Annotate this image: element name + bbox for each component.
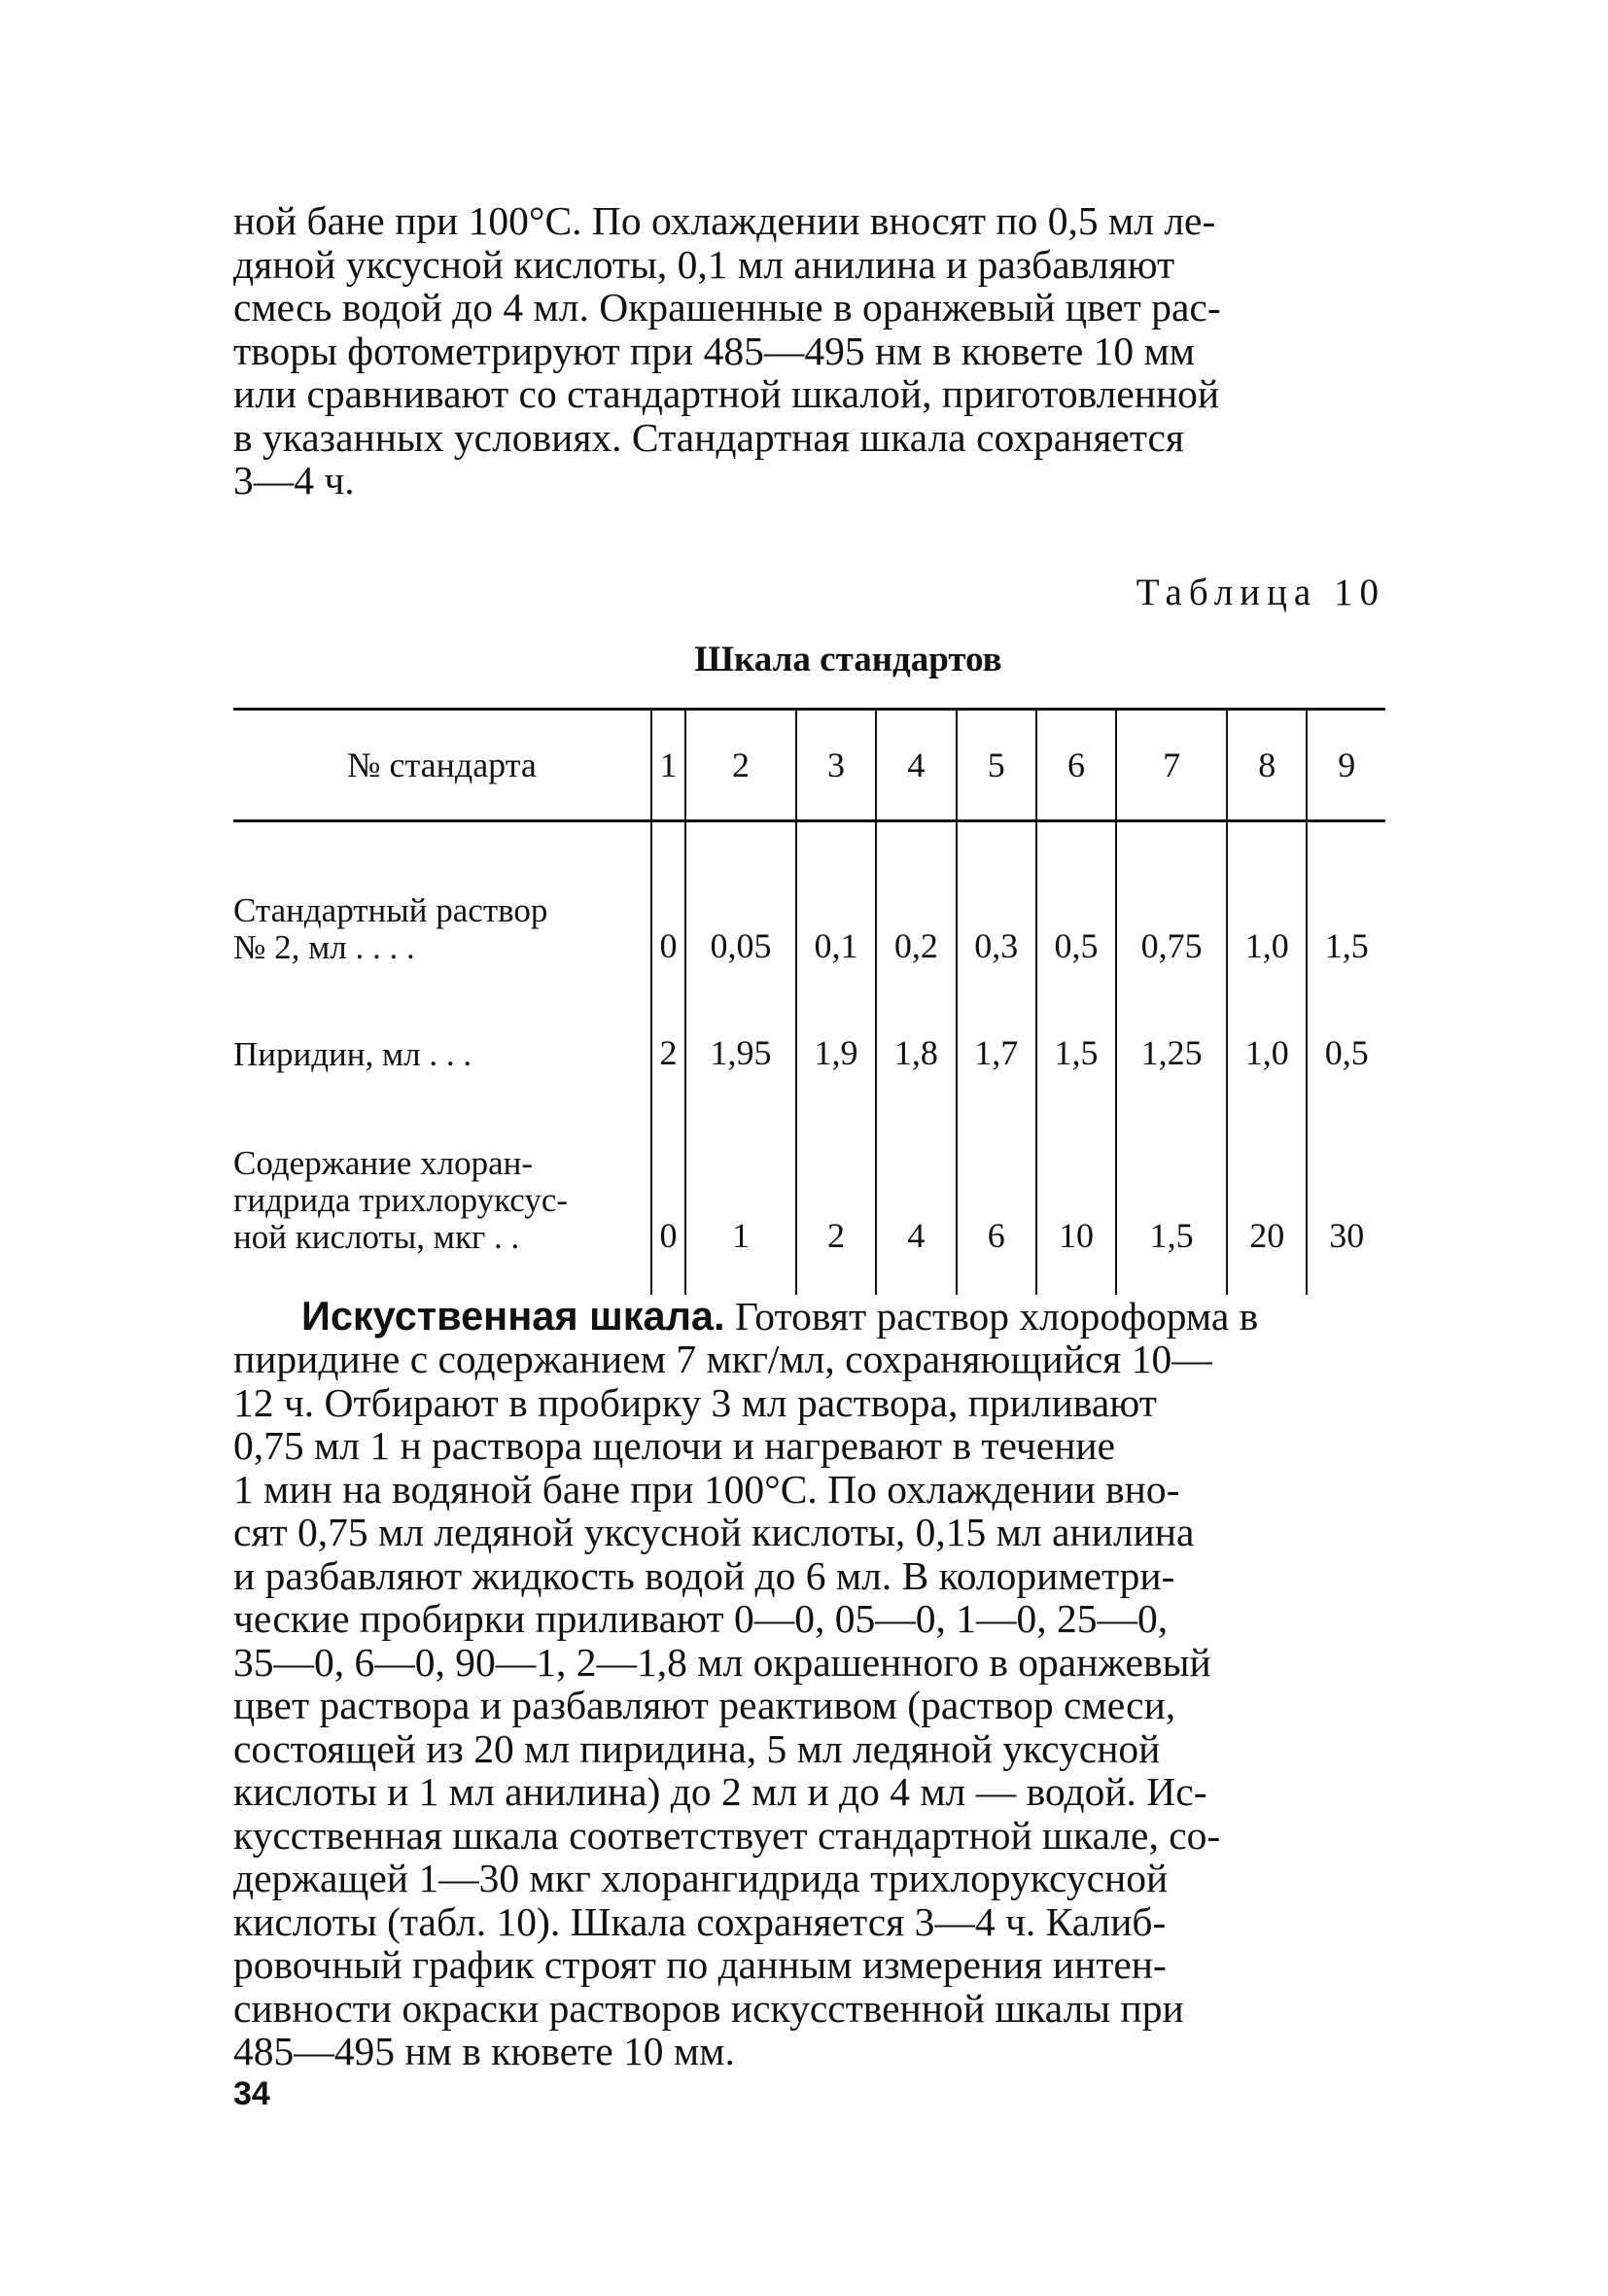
table-cell: 1,7: [957, 976, 1036, 1083]
text-fragment: Готовят раствор хлороформа в: [724, 1293, 1259, 1339]
text-line: 1 мин на водяной бане при 100°С. По охлаждении вно-: [233, 1466, 1180, 1512]
paragraph-artificial-scale: [233, 1292, 1385, 2073]
text-line: кислоты и 1 мл анилина) до 2 мл и до 4 мл — водой. Ис-: [233, 1769, 1207, 1814]
text-line: 12 ч. Отбирают в пробирку 3 мл раствора, приливают: [233, 1379, 1157, 1425]
text-line: смесь водой до 4 мл. Окрашенные в оранжевый цвет рас-: [233, 285, 1221, 330]
header-col: 9: [1307, 709, 1385, 820]
header-col: 8: [1227, 709, 1307, 820]
standards-table: [233, 708, 1385, 1295]
row-label-line: № 2, мл . . . .: [233, 927, 415, 966]
table-cell: 6: [957, 1083, 1036, 1295]
text-line: и разбавляют жидкость водой до 6 мл. В колориметри-: [233, 1552, 1175, 1598]
table-cell: 1: [685, 1083, 796, 1295]
table-cell: 1,0: [1227, 976, 1307, 1083]
table-cell: 1,5: [1116, 1083, 1227, 1295]
table-title: Шкала стандартов: [694, 639, 1002, 679]
text-line: творы фотометрируют при 485—495 нм в кювете 10 мм: [233, 328, 1196, 373]
table-cell: 0: [651, 1083, 685, 1295]
row-label-line: Пиридин, мл . . .: [233, 1034, 472, 1073]
text-line: ровочный график строят по данным измерения интен-: [233, 1942, 1167, 1987]
header-col: 2: [685, 709, 796, 820]
text-line: состоящей из 20 мл пиридина, 5 мл ледяной уксусной: [233, 1725, 1161, 1771]
text-line: сивности окраски растворов искусственной шкалы при: [233, 1985, 1184, 2031]
page-number: 34: [233, 2075, 270, 2112]
text-line: в указанных условиях. Стандартная шкала сохраняется: [233, 414, 1185, 460]
row-label: [233, 976, 651, 1083]
text-line: 0,75 мл 1 н раствора щелочи и нагревают в течение: [233, 1423, 1116, 1468]
text-line: ной бане при 100°С. По охлаждении вносят по 0,5 мл ле-: [233, 198, 1216, 243]
table-cell: 0,5: [1307, 976, 1385, 1083]
text-line: кусственная шкала соответствует стандартной шкале, со-: [233, 1812, 1221, 1858]
table-cell: 0,2: [876, 820, 956, 976]
row-label: [233, 820, 651, 976]
text-line: 35—0, 6—0, 90—1, 2—1,8 мл окрашенного в оранжевый: [233, 1639, 1211, 1685]
header-col: 7: [1116, 709, 1227, 820]
section-heading: Искуственная шкала.: [301, 1292, 725, 1339]
row-label-line: гидрида трихлоруксус-: [233, 1180, 569, 1219]
text-line: держащей 1—30 мкг хлорангидрида трихлоруксусной: [233, 1856, 1169, 1900]
header-col: 4: [876, 709, 956, 820]
header-standard-number: № стандарта: [233, 709, 651, 820]
page-body: [233, 199, 1385, 2073]
table-cell: 1,5: [1307, 820, 1385, 976]
paragraph-intro: [233, 199, 1385, 503]
row-label: [233, 1083, 651, 1295]
table-cell: 2: [796, 1083, 876, 1295]
table-cell: 0,3: [957, 820, 1036, 976]
table-cell: 10: [1036, 1083, 1116, 1295]
table-cell: 1,25: [1116, 976, 1227, 1083]
table-cell: 1,0: [1227, 820, 1307, 976]
row-label-line: Содержание хлоран-: [233, 1143, 534, 1182]
header-col: 6: [1036, 709, 1116, 820]
text-line: сят 0,75 мл ледяной уксусной кислоты, 0,15 мл анилина: [233, 1510, 1195, 1554]
header-col: 1: [651, 709, 685, 820]
table-cell: 2: [651, 976, 685, 1083]
table-cell: 1,9: [796, 976, 876, 1083]
table-cell: 1,5: [1036, 976, 1116, 1083]
table-cell: 0,05: [685, 820, 796, 976]
header-col: 5: [957, 709, 1036, 820]
table-cell: 0,1: [796, 820, 876, 976]
table-cell: 1,8: [876, 976, 956, 1083]
table-cell: 4: [876, 1083, 956, 1295]
text-line: дяной уксусной кислоты, 0,1 мл анилина и разбавляют: [233, 241, 1175, 287]
text-line: или сравнивают со стандартной шкалой, приготовленной: [233, 371, 1220, 416]
table-cell: 20: [1227, 1083, 1307, 1295]
text-line: ческие пробирки приливают 0—0, 05—0, 1—0, 25—0,: [233, 1596, 1169, 1641]
table-cell: 30: [1307, 1083, 1385, 1295]
text-line: кислоты (табл. 10). Шкала сохраняется 3—4 ч. Калиб-: [233, 1898, 1167, 1944]
table-row: [233, 820, 1385, 976]
table-cell: 1,95: [685, 976, 796, 1083]
table-cell: 0,5: [1036, 820, 1116, 976]
row-label-line: Стандартный раствор: [233, 890, 548, 929]
text-line: 3—4 ч.: [233, 458, 355, 503]
table-row: [233, 1083, 1385, 1295]
header-col: 3: [796, 709, 876, 820]
table-number: Таблица 10: [1136, 571, 1385, 613]
text-line: цвет раствора и разбавляют реактивом (раствор смеси,: [233, 1683, 1176, 1727]
table-cell: 0,75: [1116, 820, 1227, 976]
table-row: [233, 976, 1385, 1083]
row-label-line: ной кислоты, мкг . .: [233, 1217, 520, 1256]
text-line: 485—495 нм в кювете 10 мм.: [233, 2029, 735, 2073]
table-cell: 0: [651, 820, 685, 976]
table-header-row: [233, 709, 1385, 820]
text-line: [233, 1292, 1385, 1339]
text-line: пиридине с содержанием 7 мкг/мл, сохраняющийся 10—: [233, 1337, 1212, 1381]
